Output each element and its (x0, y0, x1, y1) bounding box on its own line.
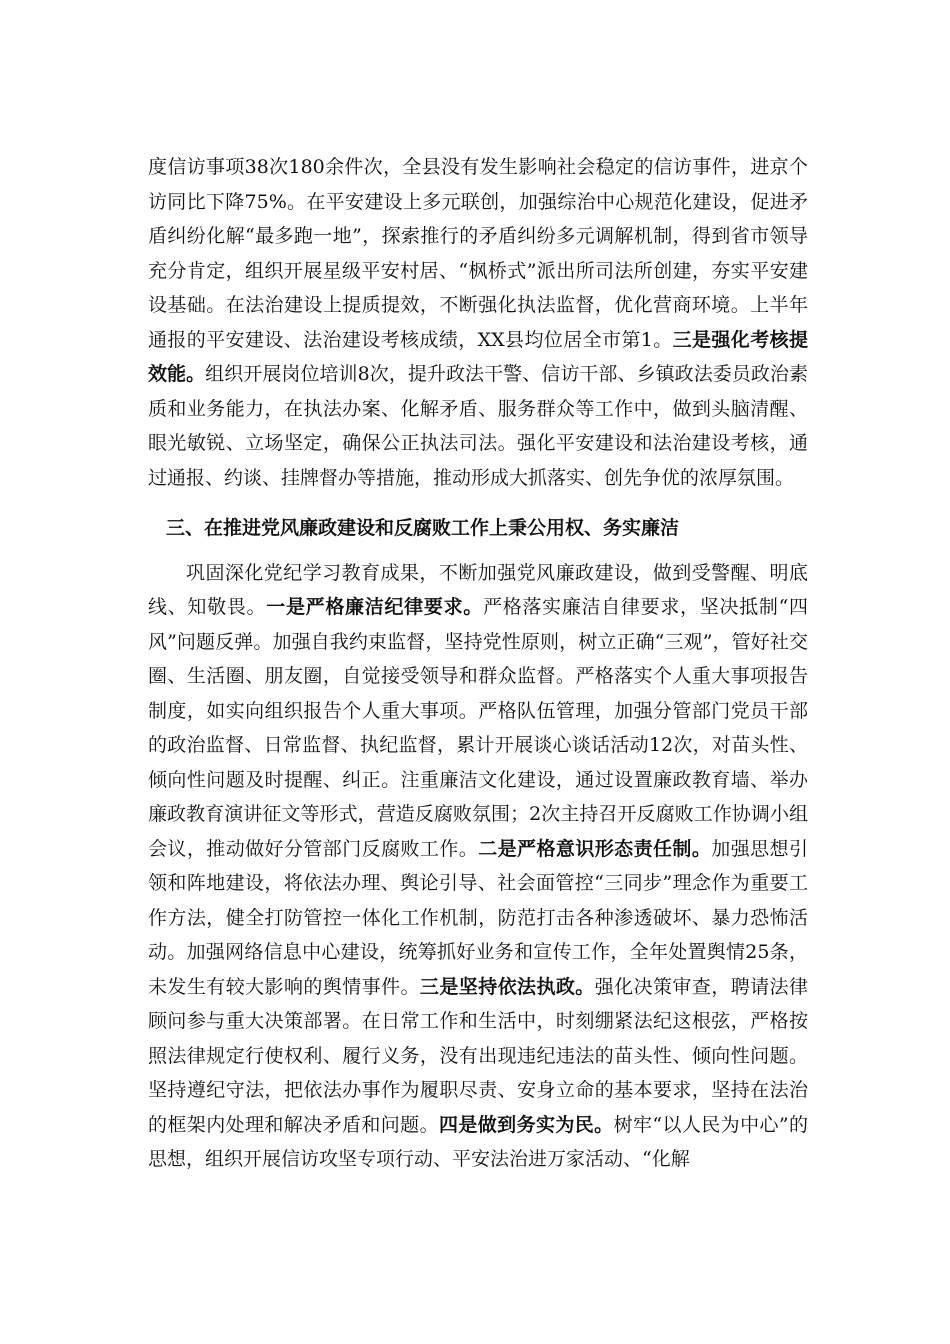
paragraph-2-bold-4: 四是做到务实为民。 (438, 1113, 614, 1136)
paragraph-1-text-1: 度信访事项38次180余件次，全县没有发生影响社会稳定的信访事件，进京个访同比下降75%。在平安建设上多元联创，加强综治中心规范化建设，促进矛盾纠纷化解“最多跑一地”，探索推行的矛盾纠纷多元调解机制，得到省市领导充分肯定，组织开展星级平安村居、“枫桥式”派出所司法所创建，夯实平安建设基础。在法治建设上提质提效，不断强化执法监督，优化营商环境。上半年通报的平安建设、法治建设考核成绩，XX县均位居全市第1。 (148, 156, 808, 351)
paragraph-2-text-1: 巩固深化党纪学习教育成果，不断加强党风廉政建设，做到受警醒、明底线、知敬畏。 (148, 561, 808, 618)
paragraph-2-text-4: 强化决策审查，聘请法律顾问参与重大决策部署。在日常工作和生活中，时刻绷紧法纪这根弦，严格按照法律规定行使权利、履行义务，没有出现违纪违法的苗头性、倾向性问题。坚持遵纪守法，把依法办事作为履职尽责、安身立命的基本要求，坚持在法治的框架内处理和解决矛盾和问题。 (148, 975, 808, 1136)
paragraph-1 (148, 150, 808, 495)
paragraph-2-text-2: 严格落实廉洁自律要求，坚决抵制“四风”问题反弹。加强自我约束监督，坚持党性原则，树立正确“三观”，管好社交圈、生活圈、朋友圈，自觉接受领导和群众监督。严格落实个人重大事项报告制度，如实向组织报告个人重大事项。严格队伍管理，加强分管部门党员干部的政治监督、日常监督、执纪监督，累计开展谈心谈话活动12次，对苗头性、倾向性问题及时提醒、纠正。注重廉洁文化建设，通过设置廉政教育墙、举办廉政教育演讲征文等形式，营造反腐败氛围；2次主持召开反腐败工作协调小组会议，推动做好分管部门反腐败工作。 (148, 596, 808, 860)
paragraph-1-bold-1: 三是强化考核提效能。 (148, 328, 808, 385)
document-page (148, 150, 808, 1177)
paragraph-2-bold-2: 二是严格意识形态责任制。 (478, 837, 712, 860)
paragraph-2-bold-3: 三是坚持依法执政。 (419, 975, 595, 998)
paragraph-2-text-5: 树牢“以人民为中心”的思想，组织开展信访攻坚专项行动、平安法治进万家活动、“化解 (148, 1113, 808, 1170)
paragraph-1-text-2: 组织开展岗位培训8次，提升政法干警、信访干部、乡镇政法委员政治素质和业务能力，在执法办案、化解矛盾、服务群众等工作中，做到头脑清醒、眼光敏锐、立场坚定，确保公正执法司法。强化平安建设和法治建设考核，通过通报、约谈、挂牌督办等措施，推动形成大抓落实、创先争优的浓厚氛围。 (148, 363, 808, 489)
paragraph-2-text-3: 加强思想引领和阵地建设，将依法办理、舆论引导、社会面管控“三同步”理念作为重要工作方法，健全打防管控一体化工作机制，防范打击各种渗透破坏、暴力恐怖活动。加强网络信息中心建设，统筹抓好业务和宣传工作，全年处置舆情25条，未发生有较大影响的舆情事件。 (148, 837, 808, 998)
paragraph-2 (148, 556, 808, 1177)
section-heading-3: 三、在推进党风廉政建设和反腐败工作上秉公用权、务实廉洁 (166, 517, 680, 539)
paragraph-2-bold-1: 一是严格廉洁纪律要求。 (266, 596, 483, 618)
